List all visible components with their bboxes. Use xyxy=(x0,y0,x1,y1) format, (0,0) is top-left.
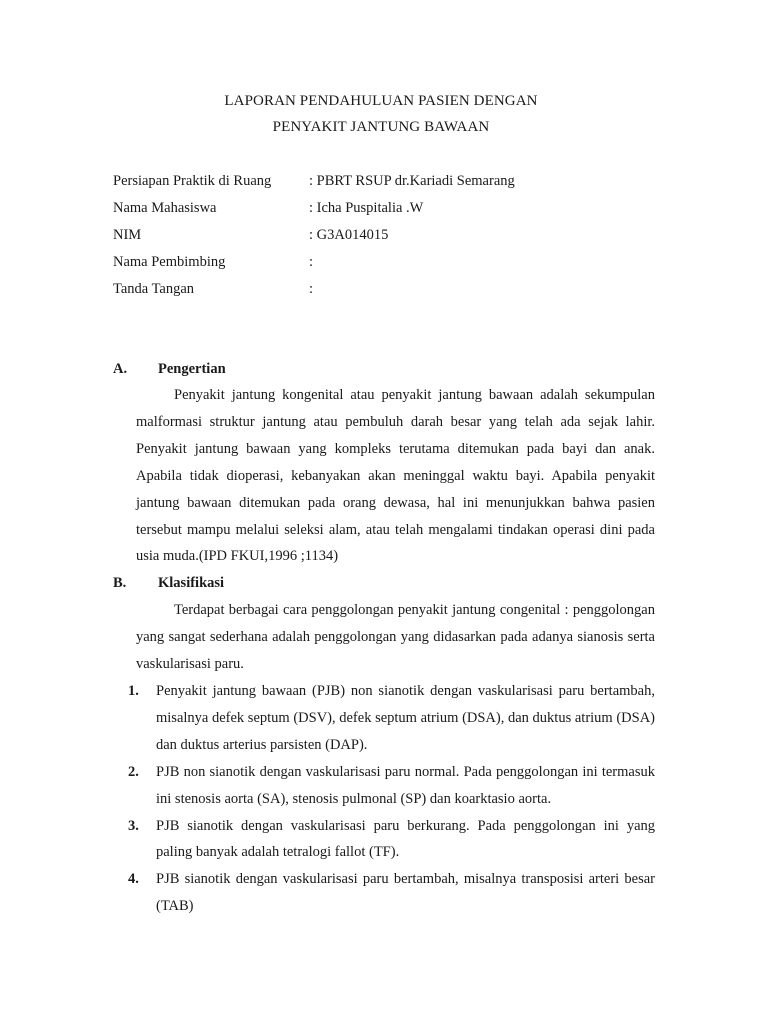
list-item xyxy=(128,759,655,813)
document-title-line-1: LAPORAN PENDAHULUAN PASIEN DENGAN xyxy=(224,93,538,109)
student-info-block xyxy=(113,173,613,308)
info-value: : xyxy=(309,254,314,270)
list-item xyxy=(128,678,655,759)
section-paragraph-klasifikasi: Terdapat berbagai cara penggolongan penyakit jantung congenital : penggolongan yang sangat sederhana adalah penggolongan yang didasarkan pada adanya sianosis serta vaskularisasi paru. xyxy=(136,602,655,672)
info-label: Tanda Tangan xyxy=(113,281,195,297)
list-number: 4. xyxy=(128,871,139,888)
info-value: : G3A014015 xyxy=(309,227,389,243)
info-row-nim xyxy=(113,227,613,254)
section-heading-pengertian xyxy=(113,361,226,378)
info-value: : xyxy=(309,281,314,297)
info-label: Nama Mahasiswa xyxy=(113,200,217,216)
list-text: PJB non sianotik dengan vaskularisasi paru normal. Pada penggolongan ini termasuk ini stenosis aorta (SA), stenosis pulmonal (SP) dan koarktasio aorta. xyxy=(156,763,655,807)
list-text: Penyakit jantung bawaan (PJB) non sianotik dengan vaskularisasi paru bertambah, misalnya defek septum (DSV), defek septum atrium (DSA), dan duktus atrium (DSA) dan duktus arterius parsisten (DAP). xyxy=(156,683,655,753)
list-number: 2. xyxy=(128,763,139,780)
info-row-nama-mahasiswa xyxy=(113,200,613,227)
section-letter: A. xyxy=(113,361,128,377)
list-text: PJB sianotik dengan vaskularisasi paru bertambah, misalnya transposisi arteri besar (TAB) xyxy=(156,871,655,915)
section-heading-klasifikasi xyxy=(113,575,224,592)
info-label: Nama Pembimbing xyxy=(113,254,226,270)
info-row-ruang xyxy=(113,173,613,200)
section-paragraph-pengertian: Penyakit jantung kongenital atau penyakit jantung bawaan adalah sekumpulan malformasi struktur jantung atau pembuluh darah besar yang telah ada sejak lahir. Penyakit jantung bawaan yang kompleks terutama ditemukan pada bayi dan anak. Apabila tidak dioperasi, kebanyakan akan meninggal waktu bayi. Apabila penyakit jantung bawaan ditemukan pada orang dewasa, hal ini menunjukkan bahwa pasien tersebut mampu melalui seleksi alam, atau telah mengalami tindakan operasi dini pada usia muda.(IPD FKUI,1996 ;1134) xyxy=(136,387,655,565)
info-value: : Icha Puspitalia .W xyxy=(309,200,424,216)
info-row-tanda-tangan xyxy=(113,281,613,308)
section-letter: B. xyxy=(113,575,127,591)
document-title-line-2: PENYAKIT JANTUNG BAWAAN xyxy=(272,119,490,135)
info-value: : PBRT RSUP dr.Kariadi Semarang xyxy=(309,173,515,189)
classification-list xyxy=(128,678,655,920)
list-number: 3. xyxy=(128,817,139,834)
section-title: Pengertian xyxy=(158,361,226,377)
info-row-pembimbing xyxy=(113,254,613,281)
info-label: NIM xyxy=(113,227,142,243)
list-item xyxy=(128,866,655,920)
list-text: PJB sianotik dengan vaskularisasi paru berkurang. Pada penggolongan ini yang paling banyak adalah tetralogi fallot (TF). xyxy=(156,817,655,861)
section-title: Klasifikasi xyxy=(158,575,225,591)
list-number: 1. xyxy=(128,683,139,699)
info-label: Persiapan Praktik di Ruang xyxy=(113,173,272,189)
list-item xyxy=(128,813,655,867)
